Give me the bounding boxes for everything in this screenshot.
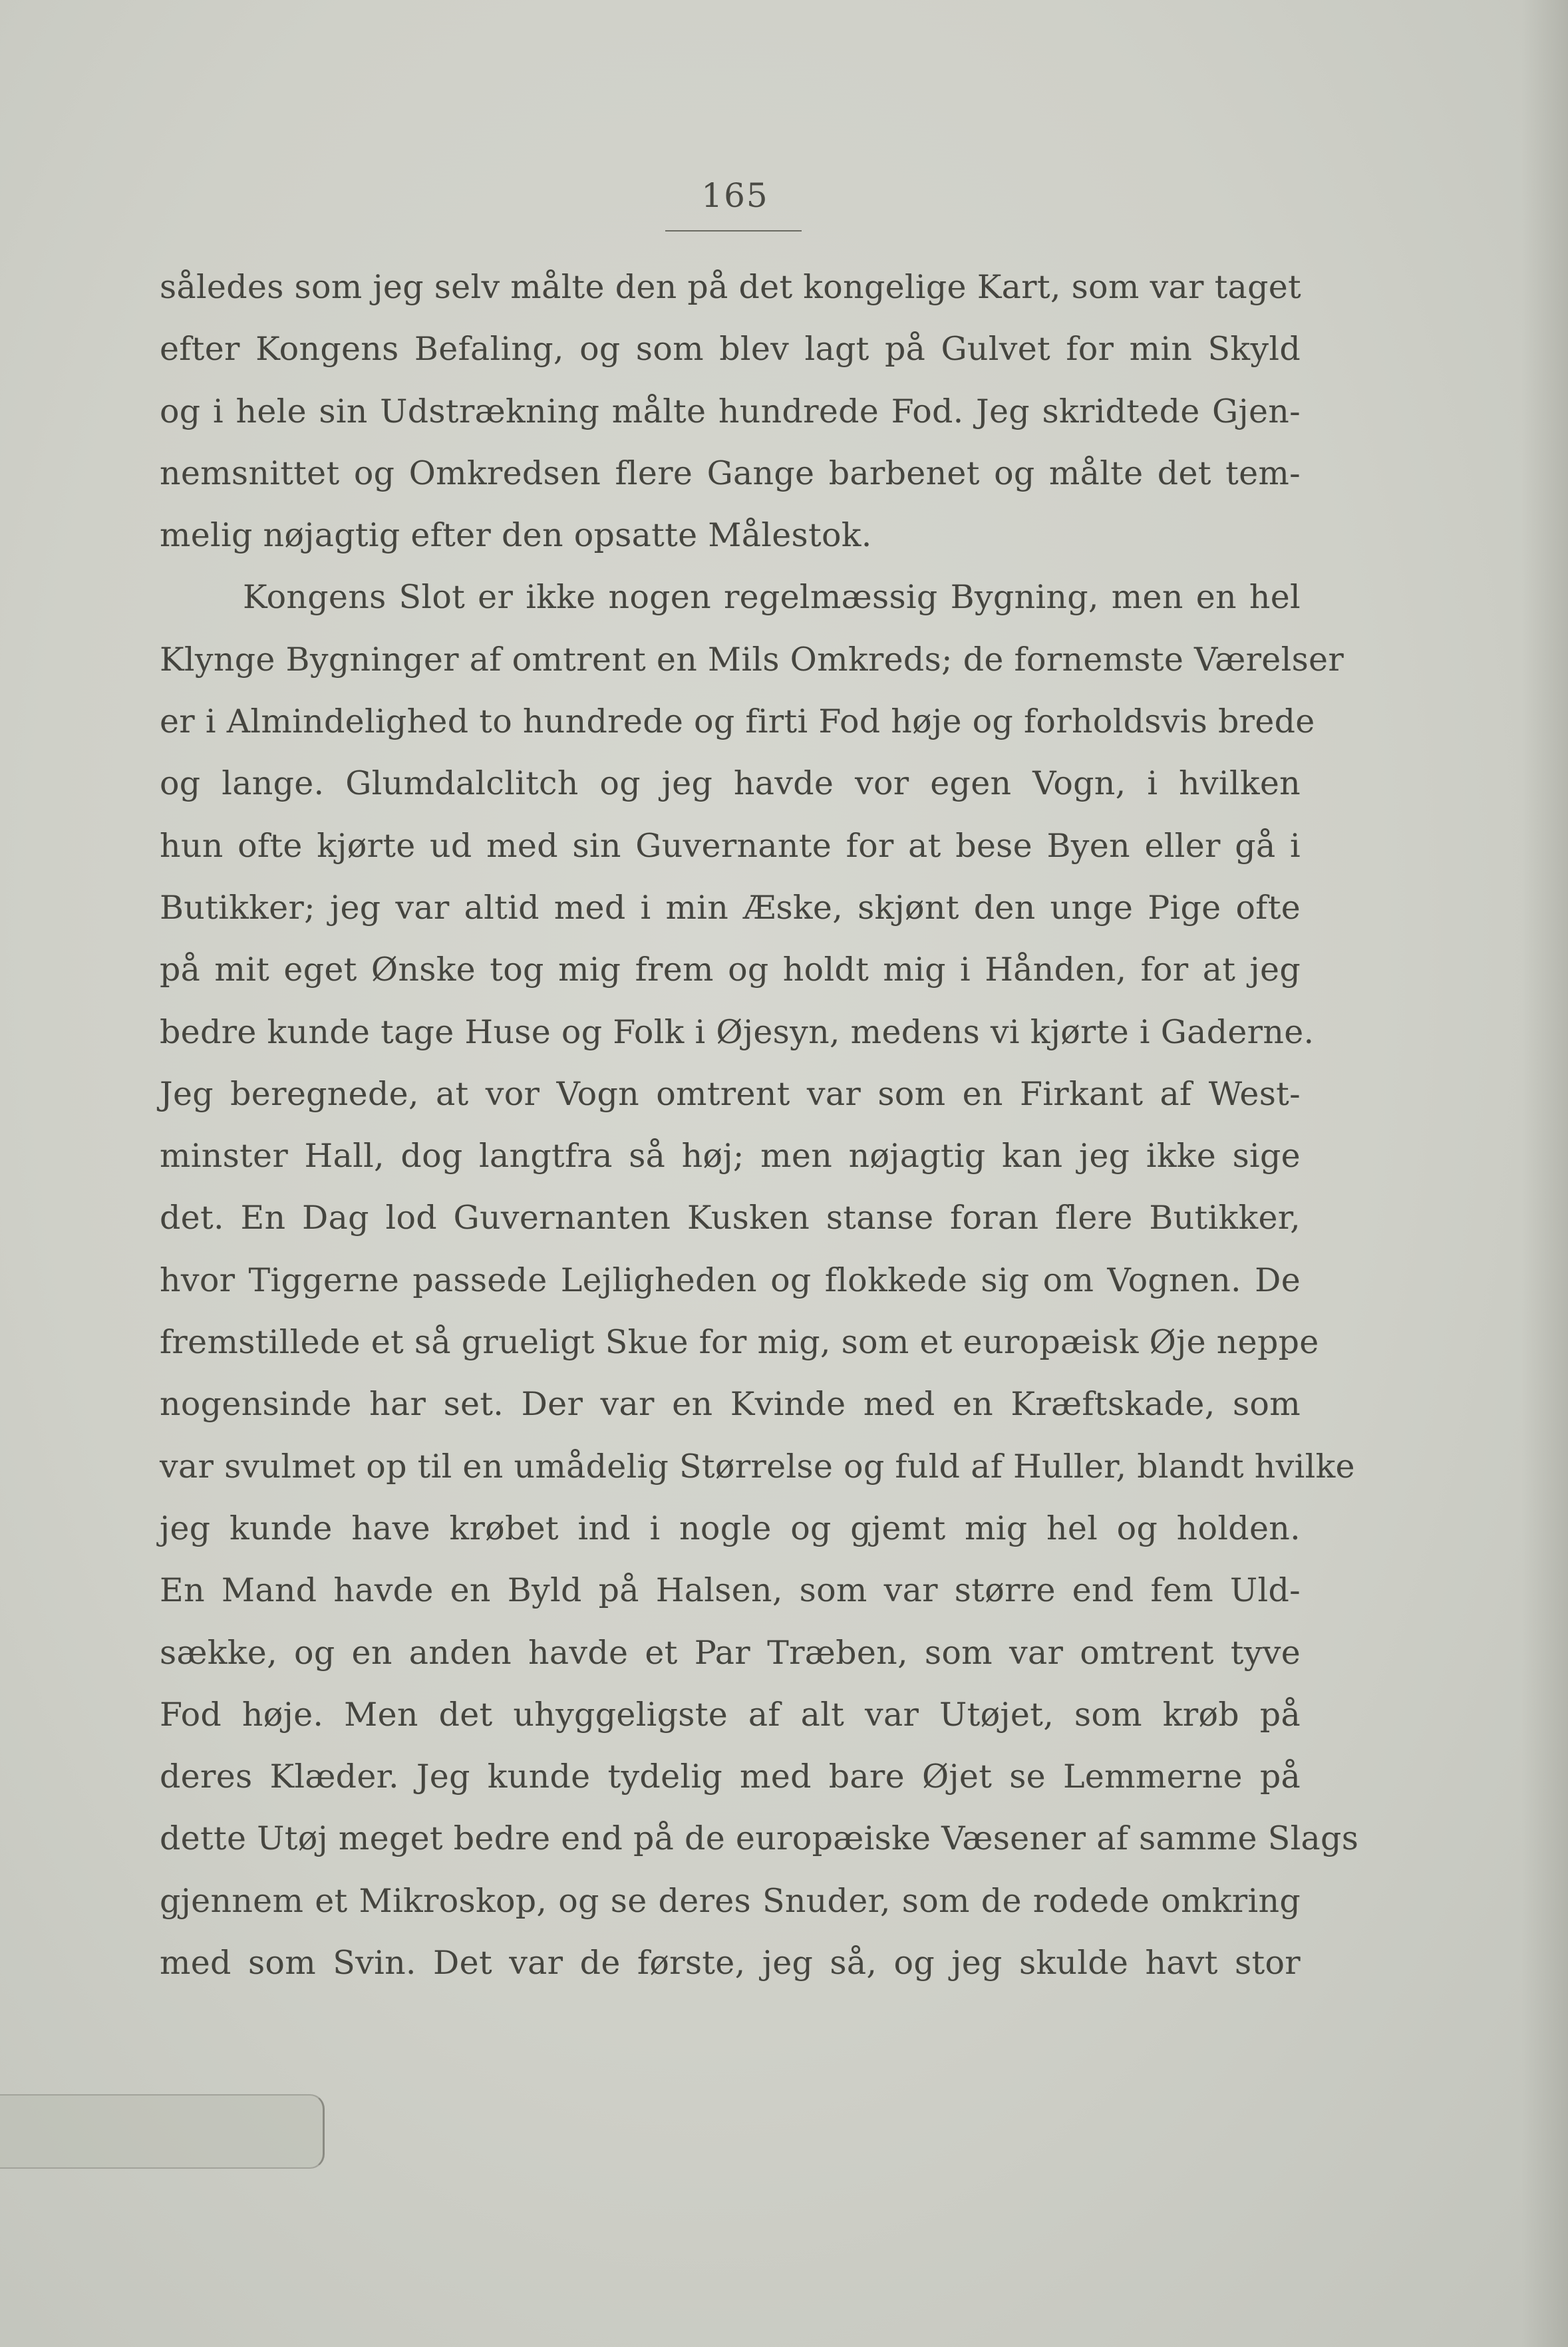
text-line: minster Hall, dog langtfra så høj; men nøjagtig kan jeg ikke sige	[160, 1137, 1301, 1175]
body-text	[160, 256, 1359, 1994]
text-line: det. En Dag lod Guvernanten Kusken stanse foran flere Butikker,	[160, 1199, 1301, 1237]
text-line: nogensinde har set. Der var en Kvinde med en Kræftskade, som	[160, 1385, 1301, 1424]
text-line: Butikker; jeg var altid med i min Æske, skjønt den unge Pige ofte	[160, 888, 1301, 927]
text-line: Klynge Bygninger af omtrent en Mils Omkreds; de fornemste Værelser	[160, 640, 1344, 679]
text-line: således som jeg selv målte den på det kongelige Kart, som var taget	[160, 268, 1302, 306]
page-number: 165	[701, 176, 769, 215]
text-line: med som Svin. Det var de første, jeg så, og jeg skulde havt stor	[160, 1944, 1301, 1982]
text-line: Jeg beregnede, at vor Vogn omtrent var som en Firkant af West-	[160, 1074, 1301, 1113]
text-line: Fod høje. Men det uhyggeligste af alt var Utøjet, som krøb på	[160, 1695, 1301, 1734]
text-line: efter Kongens Befaling, og som blev lagt på Gulvet for min Skyld	[160, 330, 1301, 369]
text-line: jeg kunde have krøbet ind i nogle og gjemt mig hel og holden.	[160, 1509, 1301, 1547]
text-line: Kongens Slot er ikke nogen regelmæssig Bygning, men en hel	[243, 578, 1301, 617]
text-line: melig nøjagtig efter den opsatte Målestok.	[160, 516, 872, 555]
text-line: fremstillede et så grueligt Skue for mig, som et europæisk Øje neppe	[160, 1323, 1319, 1362]
text-line: En Mand havde en Byld på Halsen, som var større end fem Uld-	[160, 1571, 1301, 1610]
text-line: gjennem et Mikroskop, og se deres Snuder, som de rodede omkring	[160, 1881, 1301, 1920]
text-line: hun ofte kjørte ud med sin Guvernante for at bese Byen eller gå i	[160, 826, 1301, 865]
text-line: sække, og en anden havde et Par Træben, som var omtrent tyve	[160, 1633, 1301, 1672]
text-line: og i hele sin Udstrækning målte hundrede Fod. Jeg skridtede Gjen-	[160, 392, 1301, 430]
text-line: var svulmet op til en umådelig Størrelse og fuld af Huller, blandt hvilke	[160, 1447, 1355, 1486]
text-line: dette Utøj meget bedre end på de europæiske Væsener af samme Slags	[160, 1819, 1359, 1858]
page-tab-mark	[0, 2094, 325, 2169]
text-line: er i Almindelighed to hundrede og firti Fod høje og forholdsvis brede	[160, 703, 1315, 741]
text-line: bedre kunde tage Huse og Folk i Øjesyn, medens vi kjørte i Gaderne.	[160, 1013, 1315, 1051]
text-line: og lange. Glumdalclitch og jeg havde vor egen Vogn, i hvilken	[160, 764, 1301, 803]
page-edge-shadow	[1521, 0, 1568, 2347]
text-line: hvor Tiggerne passede Lejligheden og flokkede sig om Vognen. De	[160, 1261, 1301, 1299]
text-line: på mit eget Ønske tog mig frem og holdt mig i Hånden, for at jeg	[160, 951, 1301, 989]
text-line: deres Klæder. Jeg kunde tydelig med bare Øjet se Lemmerne på	[160, 1758, 1301, 1796]
text-line: nemsnittet og Omkredsen flere Gange barbenet og målte det tem-	[160, 454, 1301, 492]
page-number-rule	[665, 230, 802, 232]
